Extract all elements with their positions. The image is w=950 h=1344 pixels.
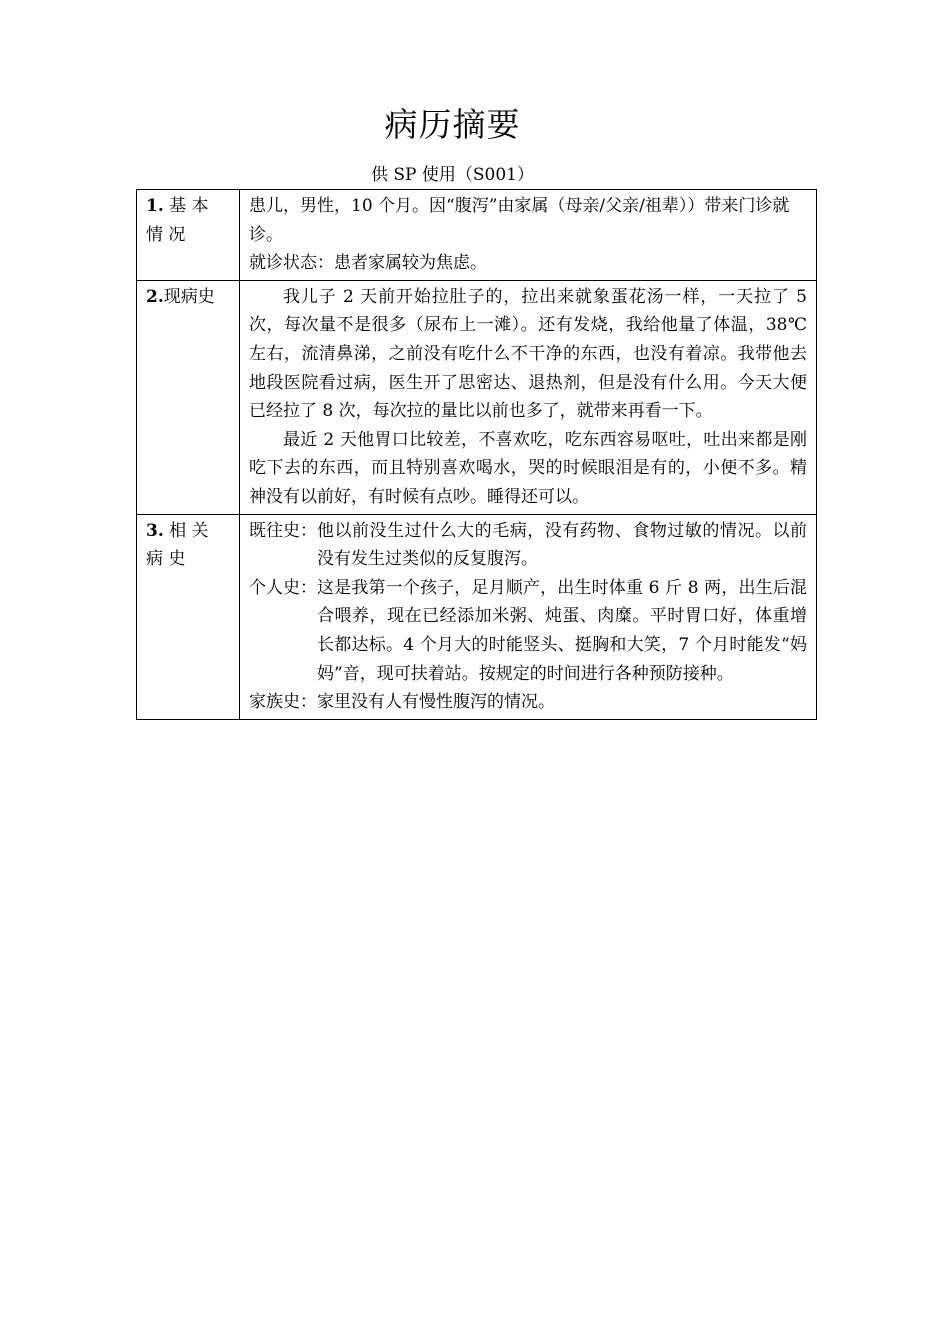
section-related-label-text: 相 关 病 史 (146, 520, 209, 570)
section-basic-label-text: 基 本 情 况 (146, 196, 209, 245)
past-history-key: 既往史： (249, 520, 317, 541)
personal-history-key: 个人史： (249, 577, 317, 598)
section-present-label (137, 280, 240, 514)
present-illness-paragraph: 我儿子 2 天前开始拉肚子的，拉出来就象蛋花汤一样，一天拉了 5 次，每次量不是很多（尿布上一滩）。还有发烧，我给他量了体温，38℃左右，流清鼻涕，之前没有吃什么不干净的东西，也没有着凉。我带他去地段医院看过病，医生开了思密达、退热剂，但是没有什么用。今天大便已经拉了 8 次，每次拉的量比以前也多了，就带来再看一下。 (249, 286, 807, 422)
section-present-number: 2. (146, 286, 164, 307)
personal-history-value: 这是我第一个孩子，足月顺产，出生时体重 6 斤 8 两，出生后混合喂养，现在已经添加米粥、炖蛋、肉糜。平时胃口好，体重增长都达标。4 个月大的时能竖头、挺胸和大笑，7 个月时能发“妈妈”音，现可扶着站。按规定的时间进行各种预防接种。 (317, 577, 807, 684)
section-present-content (240, 280, 817, 514)
section-related-number: 3. (146, 520, 164, 541)
family-history-value: 家里没有人有慢性腹泻的情况。 (317, 692, 555, 713)
section-basic-number: 1. (146, 196, 164, 216)
past-history-item (249, 517, 807, 574)
document-subtitle: 供 SP 使用（S001） (371, 165, 534, 185)
present-illness-paragraph: 最近 2 天他胃口比较差，不喜欢吃，吃东西容易呕吐，吐出来都是刚吃下去的东西，而且特别喜欢喝水，哭的时候眼泪是有的，小便不多。精神没有以前好，有时候有点吵。睡得还可以。 (249, 429, 807, 507)
family-history-item (249, 688, 807, 717)
section-related-row (137, 514, 817, 719)
visit-status-line: 就诊状态：患者家属较为焦虑。 (249, 253, 487, 274)
personal-history-item (249, 574, 807, 688)
section-basic-row (137, 190, 817, 281)
document-title: 病历摘要 (384, 105, 521, 144)
section-present-label-text: 现病史 (163, 286, 215, 307)
section-basic-content (240, 190, 817, 281)
section-present-row (137, 280, 817, 514)
past-history-value: 他以前没生过什么大的毛病，没有药物、食物过敏的情况。以前没有发生过类似的反复腹泻。 (317, 520, 807, 570)
basic-info-line: 患儿，男性，10 个月。因“腹泻”由家属（母亲/父亲/祖辈））带来门诊就诊。 (249, 196, 790, 245)
family-history-key: 家族史： (249, 692, 317, 713)
section-related-content (240, 514, 817, 719)
section-related-label (137, 514, 240, 719)
section-basic-label (137, 190, 240, 281)
case-summary-table (136, 189, 817, 720)
